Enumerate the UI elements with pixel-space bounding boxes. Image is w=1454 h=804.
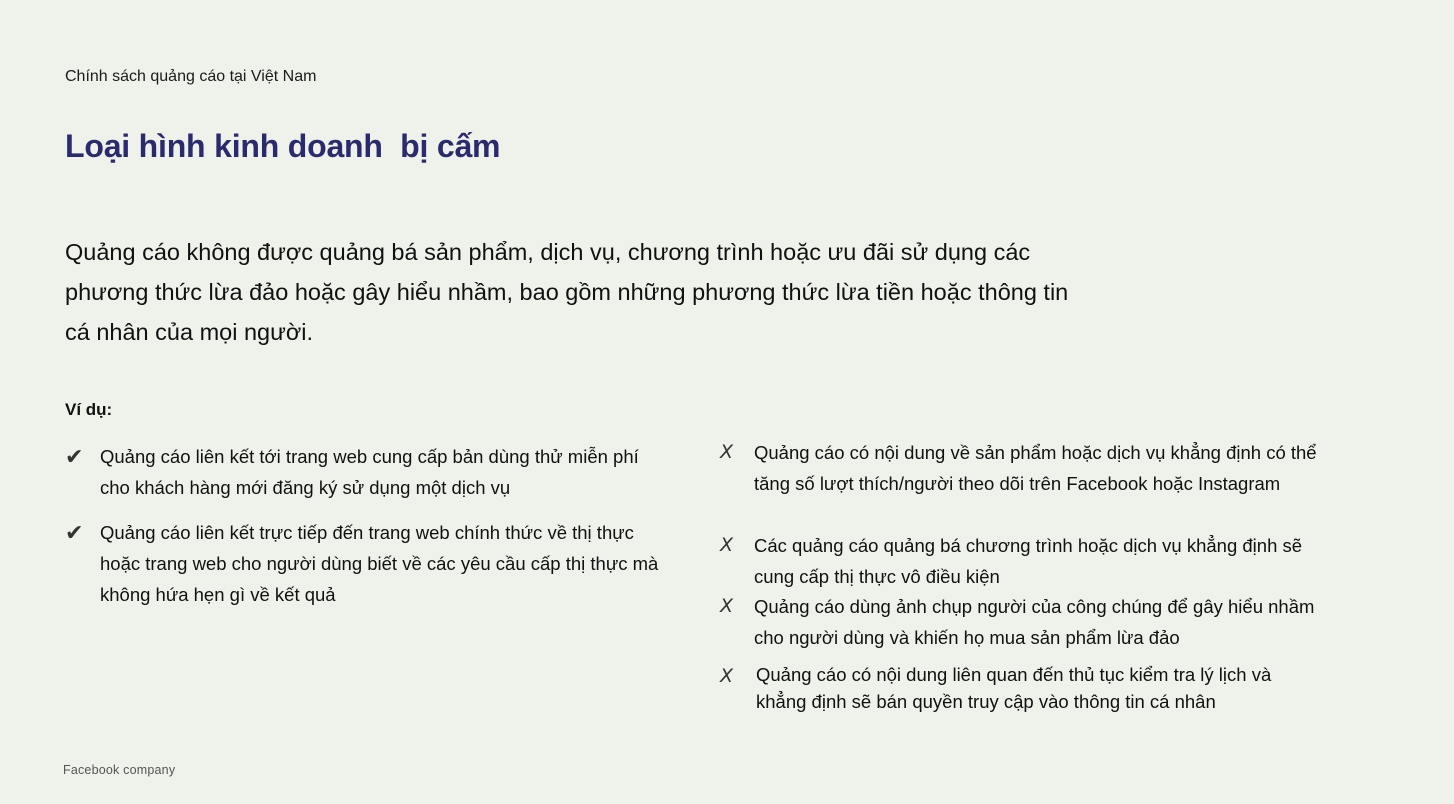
allowed-example-text: Quảng cáo liên kết trực tiếp đến trang web chính thức về thị thực hoặc trang web cho người dùng biết về các yêu cầu cấp thị thực mà không hứa hẹn gì về kết quả (100, 522, 659, 605)
footer-brand: Facebook company (63, 763, 176, 777)
prohibited-example (720, 530, 1320, 592)
prohibited-example (720, 661, 1320, 715)
prohibited-example-text: Quảng cáo có nội dung liên quan đến thủ tục kiểm tra lý lịch và khẳng định sẽ bán quyền truy cập vào thông tin cá nhân (756, 664, 1272, 712)
cross-icon: X (720, 534, 734, 556)
check-icon: ✔ (65, 444, 84, 469)
cross-icon: X (720, 595, 734, 617)
page-eyebrow: Chính sách quảng cáo tại Việt Nam (65, 68, 317, 85)
prohibited-example-text: Quảng cáo dùng ảnh chụp người của công chúng để gây hiểu nhầm cho người dùng và khiến họ mua sản phẩm lừa đảo (754, 596, 1315, 648)
check-icon: ✔ (65, 520, 84, 545)
lead-paragraph: Quảng cáo không được quảng bá sản phẩm, dịch vụ, chương trình hoặc ưu đãi sử dụng các phương thức lừa đảo hoặc gây hiểu nhầm, bao gồm những phương thức lừa tiền hoặc thông tin cá nhân của mọi người. (65, 239, 1069, 345)
allowed-example-text: Quảng cáo liên kết tới trang web cung cấp bản dùng thử miễn phí cho khách hàng mới đăng ký sử dụng một dịch vụ (100, 446, 639, 498)
examples-label: Ví dụ: (65, 400, 113, 419)
prohibited-example (720, 591, 1320, 653)
cross-icon: X (720, 441, 734, 463)
prohibited-example-text: Quảng cáo có nội dung về sản phẩm hoặc dịch vụ khẳng định có thể tăng số lượt thích/người theo dõi trên Facebook hoặc Instagram (754, 442, 1317, 494)
page-title: Loại hình kinh doanh bị cấm (65, 128, 501, 164)
prohibited-example (720, 437, 1320, 499)
cross-icon: X (720, 665, 734, 687)
prohibited-example-text: Các quảng cáo quảng bá chương trình hoặc dịch vụ khẳng định sẽ cung cấp thị thực vô điều kiện (754, 535, 1303, 587)
allowed-example (65, 517, 665, 610)
allowed-example (65, 441, 665, 503)
